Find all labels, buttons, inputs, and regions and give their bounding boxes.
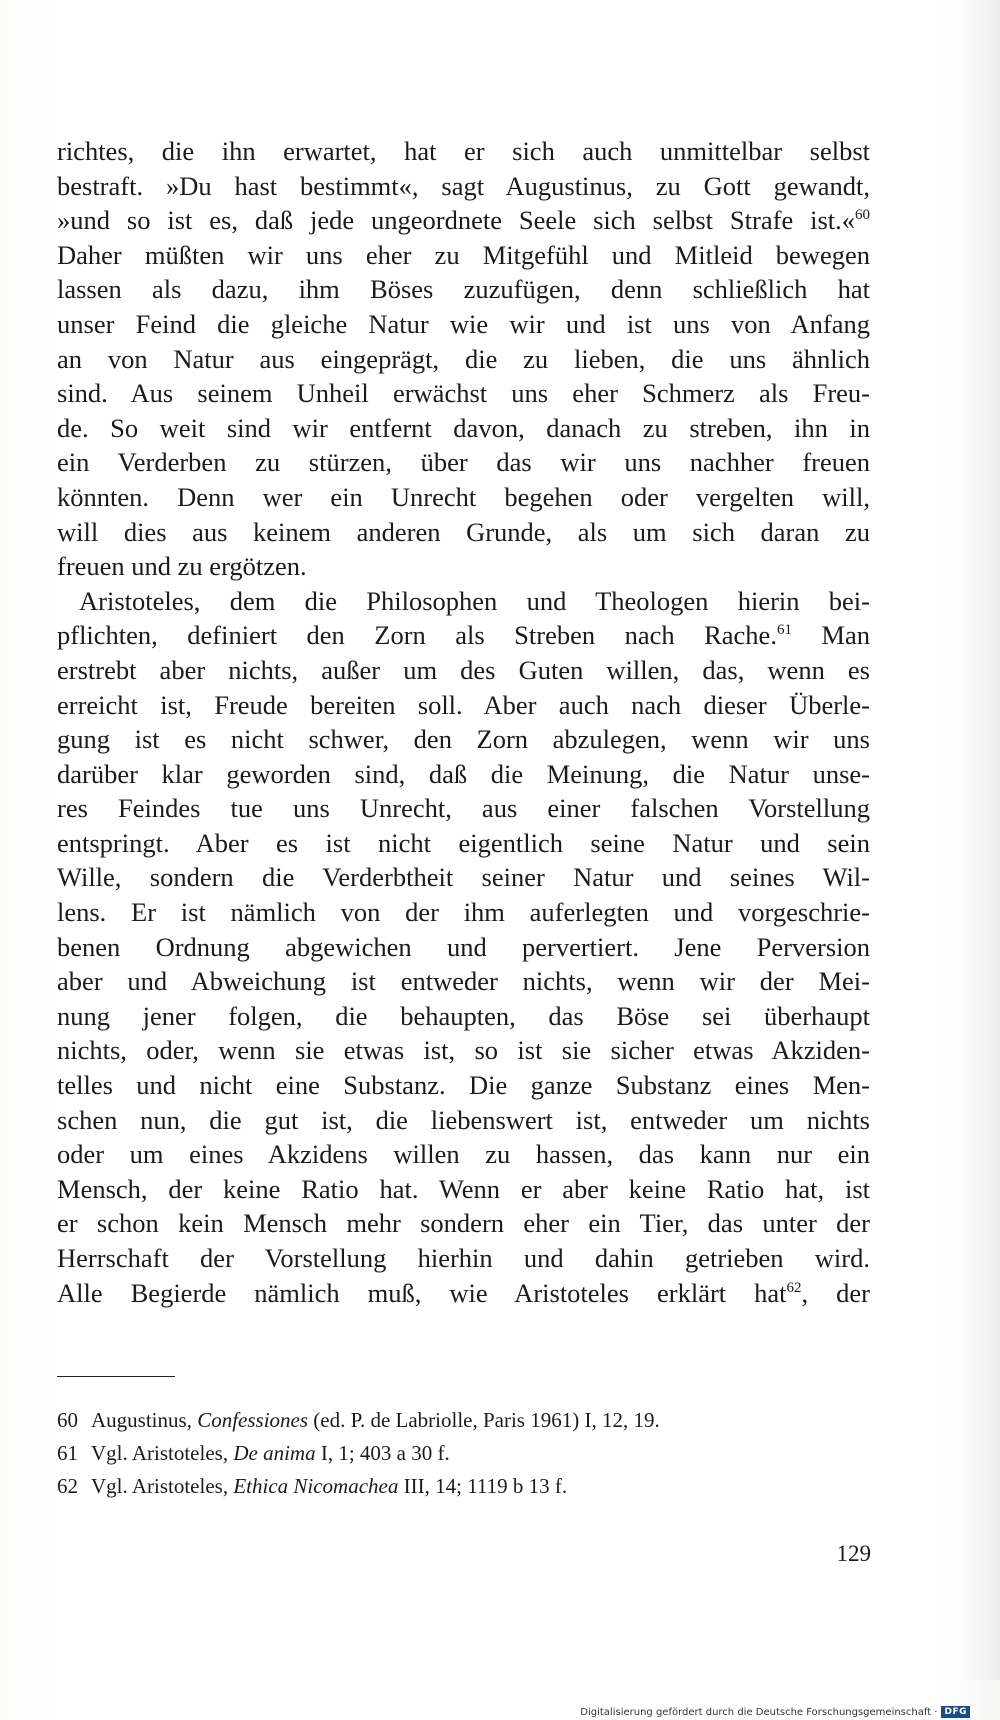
text-line: de. So weit sind wir entfernt davon, danach zu streben, ihn in <box>57 412 870 443</box>
body-text <box>57 134 870 1310</box>
footnote-reference: 62 <box>786 1279 802 1296</box>
digitization-credit <box>580 1706 970 1718</box>
text-line: »und so ist es, daß jede ungeordnete Seele sich selbst Strafe ist.«$^{60}$ <box>57 205 870 236</box>
footnote-text: Augustinus, Confessiones (ed. P. de Labriolle, Paris 1961) I, 12, 19. <box>91 1408 660 1432</box>
text-line: entspringt. Aber es ist nicht eigentlich seine Natur und sein <box>57 827 870 858</box>
footnotes <box>57 1404 870 1503</box>
text-line: könnten. Denn wer ein Unrecht begehen oder vergelten will, <box>57 481 870 512</box>
footnote-reference: 60 <box>855 207 870 224</box>
text-line: nichts, oder, wenn sie etwas ist, so ist sie sicher etwas Akziden- <box>57 1035 870 1066</box>
credit-text: Digitalisierung gefördert durch die Deutsche Forschungsgemeinschaft · <box>580 1706 938 1718</box>
text-line: lens. Er ist nämlich von der ihm auferlegten und vorgeschrie- <box>57 897 870 928</box>
paragraph-1 <box>57 134 870 584</box>
text-line: Alle Begierde nämlich muß, wie Aristoteles erklärt hat$^{62}$, der <box>57 1277 870 1308</box>
text-line: res Feindes tue uns Unrecht, aus einer falschen Vorstellung <box>57 793 870 824</box>
text-line: schen nun, die gut ist, die liebenswert ist, entweder um nichts <box>57 1104 870 1135</box>
text-line: Herrschaft der Vorstellung hierhin und dahin getrieben wird. <box>57 1243 870 1273</box>
footnote-62 <box>57 1470 870 1503</box>
text-line: aber und Abweichung ist entweder nichts, wenn wir der Mei- <box>57 966 870 997</box>
text-line: unser Feind die gleiche Natur wie wir und ist uns von Anfang <box>57 308 870 339</box>
text-line: lassen als dazu, ihm Böses zuzufügen, denn schließlich hat <box>57 274 870 305</box>
text-line: bestraft. »Du hast bestimmt«, sagt Augustinus, zu Gott gewandt, <box>57 170 870 201</box>
text-line: will dies aus keinem anderen Grunde, als um sich daran zu <box>57 516 870 547</box>
text-line: freuen und zu ergötzen. <box>57 551 307 582</box>
page-number: 129 <box>836 1541 871 1566</box>
text-line: richtes, die ihn erwartet, hat er sich auch unmittelbar selbst <box>57 136 870 166</box>
footnote-number: 62 <box>57 1474 78 1498</box>
footnote-divider <box>57 1376 175 1377</box>
text-line: gung ist es nicht schwer, den Zorn abzulegen, wenn wir uns <box>57 724 870 755</box>
text-line: Wille, sondern die Verderbtheit seiner Natur und seines Wil- <box>57 862 870 893</box>
text-line: benen Ordnung abgewichen und pervertiert. Jene Perversion <box>57 931 870 962</box>
text-line: erstrebt aber nichts, außer um des Guten willen, das, wenn es <box>57 654 870 685</box>
text-line: ein Verderben zu stürzen, über das wir uns nachher freuen <box>57 447 870 478</box>
page-edge-shadow <box>962 0 1000 1680</box>
text-line: an von Natur aus eingeprägt, die zu lieben, die uns ähnlich <box>57 343 870 374</box>
text-line: erreicht ist, Freude bereiten soll. Aber auch nach dieser Überle- <box>57 689 870 720</box>
text-line: sind. Aus seinem Unheil erwächst uns eher Schmerz als Freu- <box>57 378 870 409</box>
text-line: Aristoteles, dem die Philosophen und Theologen hierin bei- <box>79 585 870 616</box>
text-line: er schon kein Mensch mehr sondern eher ein Tier, das unter der <box>57 1208 870 1239</box>
text-line: darüber klar geworden sind, daß die Meinung, die Natur unse- <box>57 758 870 789</box>
footnote-text: Vgl. Aristoteles, Ethica Nicomachea III, 14; 1119 b 13 f. <box>91 1474 568 1498</box>
footnote-text: Vgl. Aristoteles, De anima I, 1; 403 a 30 f. <box>91 1441 450 1465</box>
paragraph-2 <box>57 584 870 1310</box>
text-line: oder um eines Akzidens willen zu hassen, das kann nur ein <box>57 1139 870 1170</box>
text-line: telles und nicht eine Substanz. Die ganze Substanz eines Men- <box>57 1070 870 1101</box>
footnote-61 <box>57 1437 870 1470</box>
footnote-60 <box>57 1404 870 1437</box>
text-line: pflichten, definiert den Zorn als Streben nach Rache.$^{61}$ Man <box>57 620 871 651</box>
footnote-reference: 61 <box>776 622 792 639</box>
footnote-number: 60 <box>57 1408 78 1432</box>
footnote-number: 61 <box>57 1441 78 1465</box>
text-line: Daher müßten wir uns eher zu Mitgefühl und Mitleid bewegen <box>57 239 870 270</box>
text-line: Mensch, der keine Ratio hat. Wenn er aber keine Ratio hat, ist <box>57 1173 870 1204</box>
text-line: nung jener folgen, die behaupten, das Böse sei überhaupt <box>57 1000 870 1031</box>
dfg-logo: DFG <box>941 1706 970 1718</box>
